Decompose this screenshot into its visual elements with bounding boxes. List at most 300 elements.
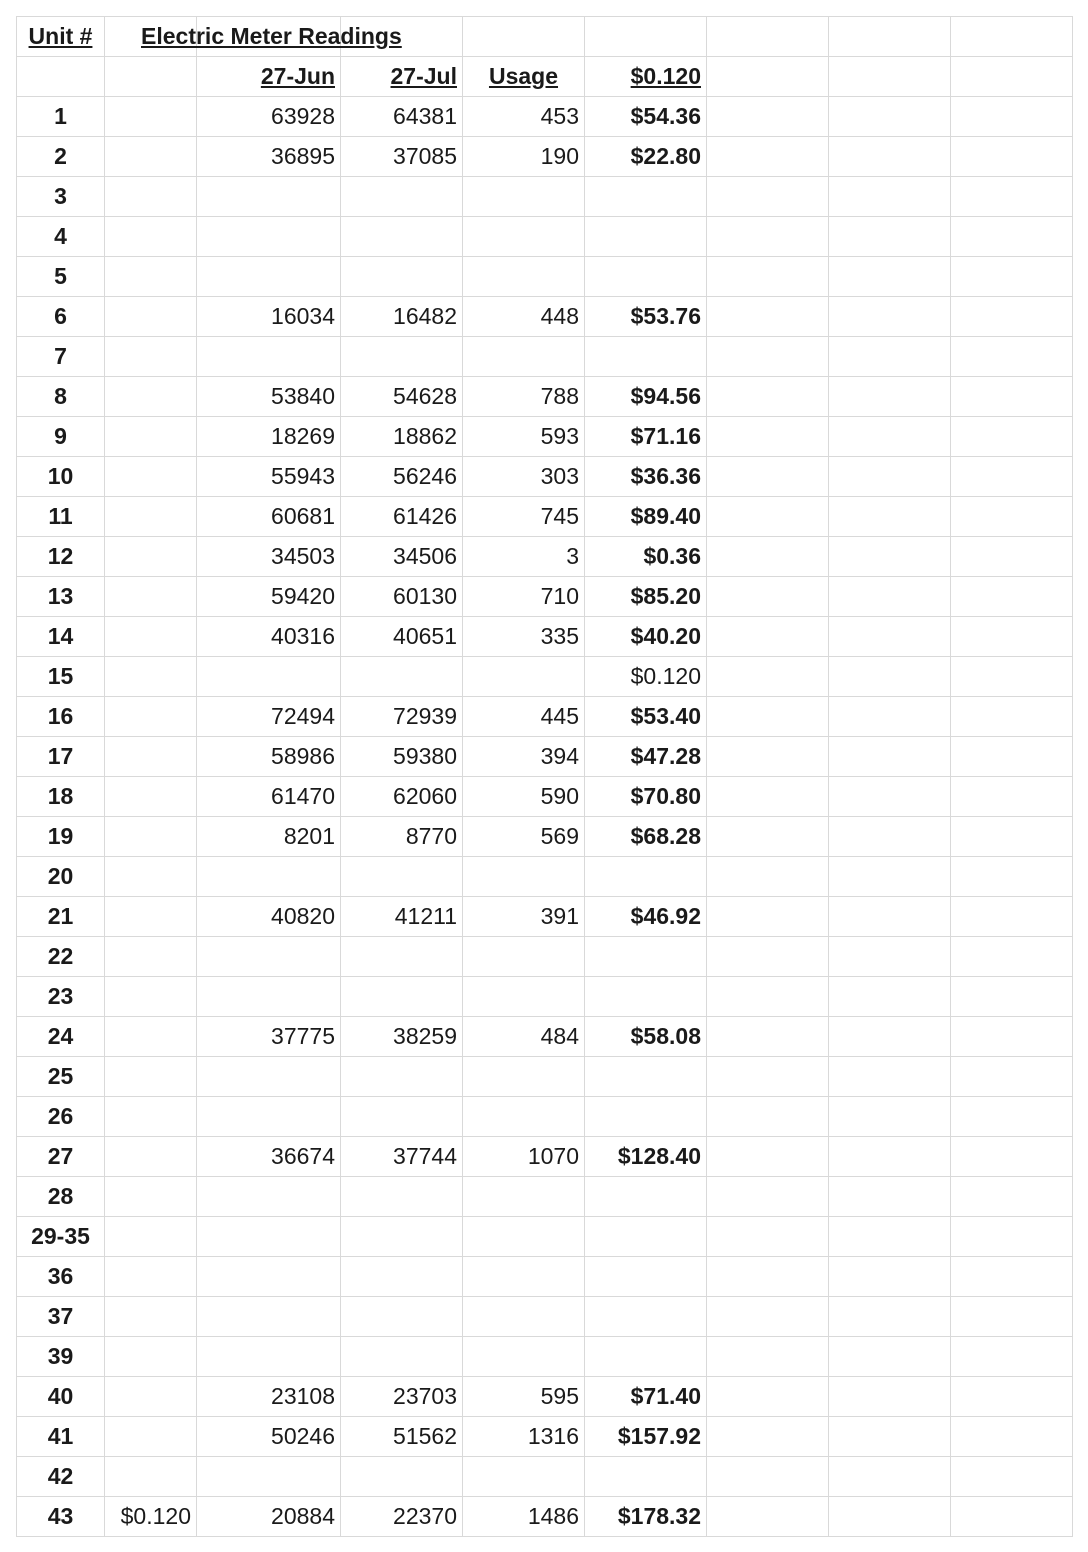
unit-number-cell[interactable]: 7 (17, 337, 105, 377)
unit-number-cell[interactable]: 17 (17, 737, 105, 777)
end-reading-cell[interactable] (341, 937, 463, 977)
cost-cell[interactable] (585, 1457, 707, 1497)
rate-note-cell[interactable] (105, 1137, 197, 1177)
end-reading-cell[interactable]: 34506 (341, 537, 463, 577)
cost-cell[interactable] (585, 1097, 707, 1137)
empty-cell[interactable] (951, 417, 1073, 457)
start-reading-cell[interactable] (197, 1097, 341, 1137)
unit-number-cell[interactable]: 25 (17, 1057, 105, 1097)
sheet-title-cell[interactable] (105, 17, 402, 57)
usage-cell[interactable] (463, 1257, 585, 1297)
unit-number-cell[interactable]: 20 (17, 857, 105, 897)
empty-cell[interactable] (707, 177, 829, 217)
unit-number-cell[interactable]: 10 (17, 457, 105, 497)
empty-cell[interactable] (707, 417, 829, 457)
rate-note-cell[interactable] (105, 1017, 197, 1057)
empty-cell[interactable] (17, 57, 105, 97)
empty-cell[interactable] (951, 297, 1073, 337)
start-reading-cell[interactable] (197, 857, 341, 897)
start-reading-cell[interactable]: 36895 (197, 137, 341, 177)
unit-number-cell[interactable]: 27 (17, 1137, 105, 1177)
start-reading-cell[interactable]: 40820 (197, 897, 341, 937)
usage-cell[interactable] (463, 1177, 585, 1217)
empty-cell[interactable] (707, 57, 829, 97)
usage-cell[interactable] (463, 337, 585, 377)
usage-cell[interactable]: 1070 (463, 1137, 585, 1177)
empty-cell[interactable] (707, 537, 829, 577)
empty-cell[interactable] (707, 1457, 829, 1497)
end-reading-cell[interactable] (341, 1057, 463, 1097)
cost-cell[interactable]: $157.92 (585, 1417, 707, 1457)
unit-number-cell[interactable]: 9 (17, 417, 105, 457)
start-reading-cell[interactable] (197, 337, 341, 377)
empty-cell[interactable] (829, 97, 951, 137)
unit-number-cell[interactable]: 16 (17, 697, 105, 737)
empty-cell[interactable] (951, 1337, 1073, 1377)
usage-header[interactable]: Usage (463, 57, 585, 97)
empty-cell[interactable] (829, 1217, 951, 1257)
end-reading-cell[interactable] (341, 657, 463, 697)
cost-cell[interactable] (585, 857, 707, 897)
empty-cell[interactable] (707, 1297, 829, 1337)
empty-cell[interactable] (707, 97, 829, 137)
unit-number-cell[interactable]: 21 (17, 897, 105, 937)
unit-number-cell[interactable]: 36 (17, 1257, 105, 1297)
end-reading-cell[interactable]: 59380 (341, 737, 463, 777)
empty-cell[interactable] (707, 977, 829, 1017)
rate-note-cell[interactable] (105, 1337, 197, 1377)
cost-cell[interactable] (585, 1217, 707, 1257)
usage-cell[interactable]: 593 (463, 417, 585, 457)
empty-cell[interactable] (707, 137, 829, 177)
end-reading-cell[interactable]: 38259 (341, 1017, 463, 1057)
rate-note-cell[interactable] (105, 1097, 197, 1137)
start-reading-cell[interactable] (197, 1337, 341, 1377)
empty-cell[interactable] (707, 857, 829, 897)
cost-cell[interactable]: $85.20 (585, 577, 707, 617)
rate-note-cell[interactable] (105, 737, 197, 777)
cost-cell[interactable]: $68.28 (585, 817, 707, 857)
empty-cell[interactable] (951, 497, 1073, 537)
empty-cell[interactable] (829, 1137, 951, 1177)
empty-cell[interactable] (707, 697, 829, 737)
empty-cell[interactable] (707, 897, 829, 937)
end-reading-cell[interactable]: 40651 (341, 617, 463, 657)
usage-cell[interactable]: 1486 (463, 1497, 585, 1537)
usage-cell[interactable] (463, 1297, 585, 1337)
unit-number-cell[interactable]: 43 (17, 1497, 105, 1537)
cost-cell[interactable] (585, 1057, 707, 1097)
end-reading-cell[interactable]: 18862 (341, 417, 463, 457)
empty-cell[interactable] (707, 657, 829, 697)
usage-cell[interactable]: 745 (463, 497, 585, 537)
empty-cell[interactable] (829, 1497, 951, 1537)
end-reading-cell[interactable]: 22370 (341, 1497, 463, 1537)
unit-number-cell[interactable]: 1 (17, 97, 105, 137)
usage-cell[interactable] (463, 1217, 585, 1257)
cost-cell[interactable]: $71.16 (585, 417, 707, 457)
cost-cell[interactable] (585, 937, 707, 977)
usage-cell[interactable] (463, 1097, 585, 1137)
empty-cell[interactable] (951, 697, 1073, 737)
unit-column-header[interactable]: Unit # (17, 17, 105, 57)
empty-cell[interactable] (829, 337, 951, 377)
empty-cell[interactable] (707, 297, 829, 337)
empty-cell[interactable] (707, 577, 829, 617)
empty-cell[interactable] (829, 297, 951, 337)
empty-cell[interactable] (951, 57, 1073, 97)
empty-cell[interactable] (707, 1257, 829, 1297)
empty-cell[interactable] (829, 1377, 951, 1417)
rate-header[interactable]: $0.120 (585, 57, 707, 97)
unit-number-cell[interactable]: 23 (17, 977, 105, 1017)
empty-cell[interactable] (829, 377, 951, 417)
start-reading-cell[interactable]: 58986 (197, 737, 341, 777)
cost-cell[interactable] (585, 1337, 707, 1377)
empty-cell[interactable] (951, 137, 1073, 177)
unit-number-cell[interactable]: 6 (17, 297, 105, 337)
unit-number-cell[interactable]: 8 (17, 377, 105, 417)
start-reading-cell[interactable]: 61470 (197, 777, 341, 817)
cost-cell[interactable] (585, 1177, 707, 1217)
empty-cell[interactable] (707, 1097, 829, 1137)
usage-cell[interactable]: 448 (463, 297, 585, 337)
start-reading-cell[interactable]: 23108 (197, 1377, 341, 1417)
empty-cell[interactable] (951, 1137, 1073, 1177)
empty-cell[interactable] (951, 937, 1073, 977)
rate-note-cell[interactable] (105, 1377, 197, 1417)
start-reading-cell[interactable]: 55943 (197, 457, 341, 497)
rate-note-cell[interactable] (105, 1057, 197, 1097)
start-reading-cell[interactable] (197, 1257, 341, 1297)
start-reading-cell[interactable] (197, 977, 341, 1017)
end-reading-cell[interactable] (341, 217, 463, 257)
usage-cell[interactable]: 595 (463, 1377, 585, 1417)
end-reading-cell[interactable] (341, 1457, 463, 1497)
unit-number-cell[interactable]: 40 (17, 1377, 105, 1417)
empty-cell[interactable] (707, 1417, 829, 1457)
empty-cell[interactable] (829, 57, 951, 97)
empty-cell[interactable] (951, 1257, 1073, 1297)
unit-number-cell[interactable]: 18 (17, 777, 105, 817)
start-reading-cell[interactable]: 34503 (197, 537, 341, 577)
start-reading-cell[interactable] (197, 1217, 341, 1257)
empty-cell[interactable] (829, 1097, 951, 1137)
empty-cell[interactable] (951, 217, 1073, 257)
rate-note-cell[interactable] (105, 537, 197, 577)
unit-number-cell[interactable]: 11 (17, 497, 105, 537)
cost-cell[interactable]: $0.36 (585, 537, 707, 577)
usage-cell[interactable]: 445 (463, 697, 585, 737)
end-reading-cell[interactable] (341, 1257, 463, 1297)
start-reading-cell[interactable] (197, 937, 341, 977)
empty-cell[interactable] (951, 257, 1073, 297)
empty-cell[interactable] (707, 217, 829, 257)
empty-cell[interactable] (951, 777, 1073, 817)
cost-cell[interactable]: $47.28 (585, 737, 707, 777)
cost-cell[interactable] (585, 337, 707, 377)
empty-cell[interactable] (707, 1017, 829, 1057)
empty-cell[interactable] (105, 57, 197, 97)
empty-cell[interactable] (951, 617, 1073, 657)
start-reading-cell[interactable]: 72494 (197, 697, 341, 737)
unit-number-cell[interactable]: 37 (17, 1297, 105, 1337)
start-reading-cell[interactable] (197, 1057, 341, 1097)
start-date-header[interactable]: 27-Jun (197, 57, 341, 97)
empty-cell[interactable] (829, 937, 951, 977)
empty-cell[interactable] (707, 937, 829, 977)
cost-cell[interactable] (585, 1257, 707, 1297)
empty-cell[interactable] (951, 737, 1073, 777)
cost-cell[interactable]: $94.56 (585, 377, 707, 417)
end-reading-cell[interactable]: 37744 (341, 1137, 463, 1177)
usage-cell[interactable]: 3 (463, 537, 585, 577)
empty-cell[interactable] (829, 817, 951, 857)
end-reading-cell[interactable]: 41211 (341, 897, 463, 937)
end-reading-cell[interactable] (341, 1177, 463, 1217)
cost-cell[interactable]: $53.40 (585, 697, 707, 737)
empty-cell[interactable] (951, 817, 1073, 857)
cost-cell[interactable] (585, 177, 707, 217)
rate-note-cell[interactable] (105, 257, 197, 297)
empty-cell[interactable] (829, 457, 951, 497)
empty-cell[interactable] (829, 417, 951, 457)
empty-cell[interactable] (951, 17, 1073, 57)
rate-note-cell[interactable] (105, 1457, 197, 1497)
unit-number-cell[interactable]: 24 (17, 1017, 105, 1057)
rate-note-cell[interactable] (105, 497, 197, 537)
empty-cell[interactable] (707, 1337, 829, 1377)
empty-cell[interactable] (829, 697, 951, 737)
empty-cell[interactable] (951, 577, 1073, 617)
end-reading-cell[interactable] (341, 177, 463, 217)
rate-note-cell[interactable] (105, 977, 197, 1017)
start-reading-cell[interactable] (197, 177, 341, 217)
cost-cell[interactable] (585, 1297, 707, 1337)
empty-cell[interactable] (707, 1497, 829, 1537)
empty-cell[interactable] (829, 1417, 951, 1457)
start-reading-cell[interactable]: 59420 (197, 577, 341, 617)
empty-cell[interactable] (829, 857, 951, 897)
empty-cell[interactable] (829, 177, 951, 217)
empty-cell[interactable] (829, 537, 951, 577)
usage-cell[interactable] (463, 1337, 585, 1377)
empty-cell[interactable] (829, 897, 951, 937)
usage-cell[interactable]: 190 (463, 137, 585, 177)
empty-cell[interactable] (829, 777, 951, 817)
cost-cell[interactable]: $22.80 (585, 137, 707, 177)
start-reading-cell[interactable]: 36674 (197, 1137, 341, 1177)
unit-number-cell[interactable]: 5 (17, 257, 105, 297)
end-reading-cell[interactable]: 54628 (341, 377, 463, 417)
cost-cell[interactable]: $128.40 (585, 1137, 707, 1177)
rate-note-cell[interactable] (105, 1217, 197, 1257)
end-reading-cell[interactable] (341, 337, 463, 377)
usage-cell[interactable]: 788 (463, 377, 585, 417)
start-reading-cell[interactable]: 16034 (197, 297, 341, 337)
unit-number-cell[interactable]: 13 (17, 577, 105, 617)
usage-cell[interactable] (463, 937, 585, 977)
rate-note-cell[interactable] (105, 937, 197, 977)
end-reading-cell[interactable]: 51562 (341, 1417, 463, 1457)
empty-cell[interactable] (707, 1137, 829, 1177)
empty-cell[interactable] (707, 1177, 829, 1217)
end-reading-cell[interactable] (341, 257, 463, 297)
rate-note-cell[interactable] (105, 1297, 197, 1337)
empty-cell[interactable] (707, 257, 829, 297)
empty-cell[interactable] (829, 1017, 951, 1057)
start-reading-cell[interactable] (197, 1457, 341, 1497)
rate-note-cell[interactable] (105, 1177, 197, 1217)
unit-number-cell[interactable]: 39 (17, 1337, 105, 1377)
usage-cell[interactable]: 303 (463, 457, 585, 497)
rate-note-cell[interactable] (105, 657, 197, 697)
rate-note-cell[interactable] (105, 1417, 197, 1457)
rate-note-cell[interactable] (105, 417, 197, 457)
end-reading-cell[interactable]: 64381 (341, 97, 463, 137)
empty-cell[interactable] (951, 1057, 1073, 1097)
empty-cell[interactable] (951, 1097, 1073, 1137)
unit-number-cell[interactable]: 2 (17, 137, 105, 177)
empty-cell[interactable] (707, 617, 829, 657)
rate-note-cell[interactable] (105, 777, 197, 817)
empty-cell[interactable] (707, 377, 829, 417)
empty-cell[interactable] (707, 337, 829, 377)
unit-number-cell[interactable]: 42 (17, 1457, 105, 1497)
rate-note-cell[interactable] (105, 137, 197, 177)
empty-cell[interactable] (951, 857, 1073, 897)
unit-number-cell[interactable]: 14 (17, 617, 105, 657)
usage-cell[interactable]: 453 (463, 97, 585, 137)
usage-cell[interactable]: 394 (463, 737, 585, 777)
empty-cell[interactable] (951, 377, 1073, 417)
empty-cell[interactable] (829, 1057, 951, 1097)
unit-number-cell[interactable]: 29-35 (17, 1217, 105, 1257)
empty-cell[interactable] (707, 777, 829, 817)
end-reading-cell[interactable]: 62060 (341, 777, 463, 817)
empty-cell[interactable] (951, 177, 1073, 217)
rate-note-cell[interactable] (105, 177, 197, 217)
empty-cell[interactable] (951, 1177, 1073, 1217)
start-reading-cell[interactable]: 20884 (197, 1497, 341, 1537)
unit-number-cell[interactable]: 12 (17, 537, 105, 577)
empty-cell[interactable] (707, 1377, 829, 1417)
empty-cell[interactable] (707, 737, 829, 777)
empty-cell[interactable] (829, 577, 951, 617)
start-reading-cell[interactable]: 37775 (197, 1017, 341, 1057)
rate-note-cell[interactable] (105, 377, 197, 417)
start-reading-cell[interactable]: 60681 (197, 497, 341, 537)
start-reading-cell[interactable]: 63928 (197, 97, 341, 137)
empty-cell[interactable] (829, 137, 951, 177)
rate-note-cell[interactable] (105, 617, 197, 657)
end-reading-cell[interactable]: 60130 (341, 577, 463, 617)
empty-cell[interactable] (585, 17, 707, 57)
start-reading-cell[interactable] (197, 1177, 341, 1217)
rate-note-cell[interactable] (105, 297, 197, 337)
end-reading-cell[interactable] (341, 1337, 463, 1377)
cost-cell[interactable]: $70.80 (585, 777, 707, 817)
usage-cell[interactable]: 590 (463, 777, 585, 817)
start-reading-cell[interactable]: 53840 (197, 377, 341, 417)
empty-cell[interactable] (829, 497, 951, 537)
start-reading-cell[interactable]: 40316 (197, 617, 341, 657)
usage-cell[interactable] (463, 1057, 585, 1097)
start-reading-cell[interactable] (197, 657, 341, 697)
start-reading-cell[interactable]: 50246 (197, 1417, 341, 1457)
end-reading-cell[interactable]: 72939 (341, 697, 463, 737)
rate-note-cell[interactable] (105, 897, 197, 937)
cost-cell[interactable]: $40.20 (585, 617, 707, 657)
end-reading-cell[interactable] (341, 1097, 463, 1137)
empty-cell[interactable] (951, 1017, 1073, 1057)
empty-cell[interactable] (829, 1337, 951, 1377)
cost-cell[interactable] (585, 217, 707, 257)
usage-cell[interactable] (463, 257, 585, 297)
rate-note-cell[interactable]: $0.120 (105, 1497, 197, 1537)
usage-cell[interactable] (463, 657, 585, 697)
end-reading-cell[interactable] (341, 1217, 463, 1257)
empty-cell[interactable] (463, 17, 585, 57)
usage-cell[interactable]: 484 (463, 1017, 585, 1057)
usage-cell[interactable]: 710 (463, 577, 585, 617)
usage-cell[interactable]: 335 (463, 617, 585, 657)
empty-cell[interactable] (951, 1297, 1073, 1337)
cost-cell[interactable] (585, 257, 707, 297)
empty-cell[interactable] (707, 1217, 829, 1257)
empty-cell[interactable] (829, 217, 951, 257)
unit-number-cell[interactable]: 41 (17, 1417, 105, 1457)
usage-cell[interactable] (463, 977, 585, 1017)
cost-cell[interactable]: $71.40 (585, 1377, 707, 1417)
start-reading-cell[interactable] (197, 1297, 341, 1337)
unit-number-cell[interactable]: 19 (17, 817, 105, 857)
cost-cell[interactable]: $53.76 (585, 297, 707, 337)
usage-cell[interactable] (463, 1457, 585, 1497)
rate-note-cell[interactable] (105, 817, 197, 857)
empty-cell[interactable] (829, 1177, 951, 1217)
end-reading-cell[interactable]: 23703 (341, 1377, 463, 1417)
unit-number-cell[interactable]: 3 (17, 177, 105, 217)
empty-cell[interactable] (707, 17, 829, 57)
empty-cell[interactable] (951, 1417, 1073, 1457)
empty-cell[interactable] (707, 817, 829, 857)
empty-cell[interactable] (951, 657, 1073, 697)
empty-cell[interactable] (829, 657, 951, 697)
start-reading-cell[interactable]: 8201 (197, 817, 341, 857)
cost-cell[interactable]: $0.120 (585, 657, 707, 697)
start-reading-cell[interactable] (197, 257, 341, 297)
end-reading-cell[interactable]: 16482 (341, 297, 463, 337)
end-reading-cell[interactable]: 56246 (341, 457, 463, 497)
empty-cell[interactable] (951, 1217, 1073, 1257)
rate-note-cell[interactable] (105, 457, 197, 497)
end-reading-cell[interactable]: 37085 (341, 137, 463, 177)
usage-cell[interactable]: 1316 (463, 1417, 585, 1457)
end-reading-cell[interactable] (341, 1297, 463, 1337)
empty-cell[interactable] (829, 1257, 951, 1297)
end-date-header[interactable]: 27-Jul (341, 57, 463, 97)
cost-cell[interactable]: $89.40 (585, 497, 707, 537)
usage-cell[interactable]: 569 (463, 817, 585, 857)
usage-cell[interactable]: 391 (463, 897, 585, 937)
empty-cell[interactable] (829, 17, 951, 57)
unit-number-cell[interactable]: 22 (17, 937, 105, 977)
empty-cell[interactable] (829, 1297, 951, 1337)
empty-cell[interactable] (951, 457, 1073, 497)
empty-cell[interactable] (951, 97, 1073, 137)
empty-cell[interactable] (951, 337, 1073, 377)
